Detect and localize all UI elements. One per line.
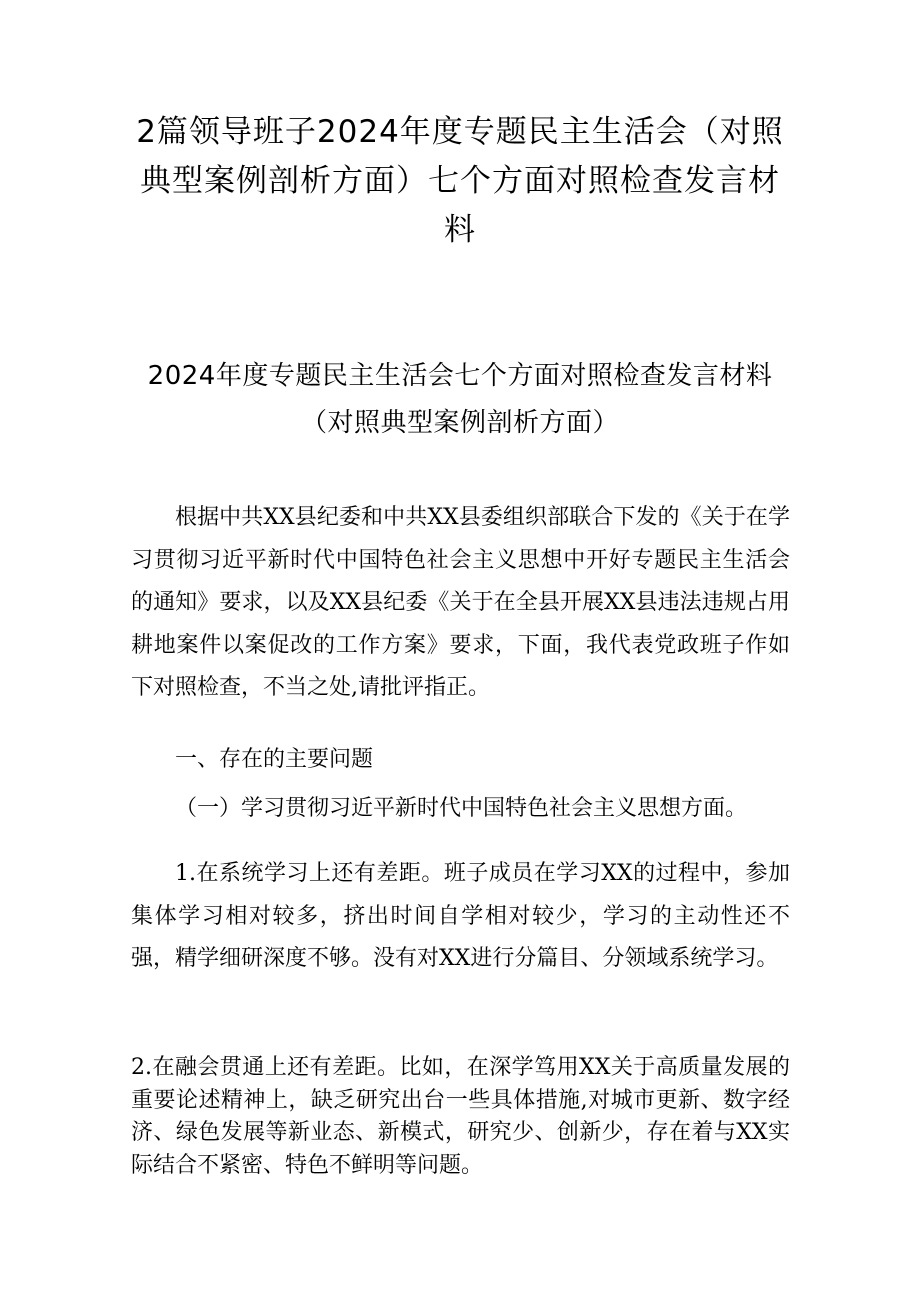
subsection-heading-study: （一）学习贯彻习近平新时代中国特色社会主义思想方面。	[175, 796, 748, 821]
item-paragraph-1: 1.在系统学习上还有差距。班子成员在学习XX的过程中，参加集体学习相对较多，挤出时间自学相对较少，学习的主动性还不强，精学细研深度不够。没有对XX进行分篇目、分领域系统学习。	[131, 861, 790, 971]
intro-paragraph: 根据中共XX县纪委和中共XX县委组织部联合下发的《关于在学习贯彻习近平新时代中国特色社会主义思想中开好专题民主生活会的通知》要求，以及XX县纪委《关于在全县开展XX县违法违规占用耕地案件以案促改的工作方案》要求，下面，我代表党政班子作如下对照检查，不当之处,请批评指正。	[131, 505, 790, 700]
document-subtitle: 2024年度专题民主生活会七个方面对照检查发言材料（对照典型案例剖析方面）	[147, 361, 773, 438]
document-title: 2篇领导班子2024年度专题民主生活会（对照典型案例剖析方面）七个方面对照检查发言材料	[136, 114, 784, 248]
section-heading-problems: 一、存在的主要问题	[175, 747, 374, 772]
item-paragraph-2: 2.在融会贯通上还有差距。比如，在深学笃用XX关于高质量发展的重要论述精神上，缺乏研究出台一些具体措施,对城市更新、数字经济、绿色发展等新业态、新模式，研究少、创新少，存在着与XX实际结合不紧密、特色不鲜明等问题。	[131, 1055, 790, 1178]
